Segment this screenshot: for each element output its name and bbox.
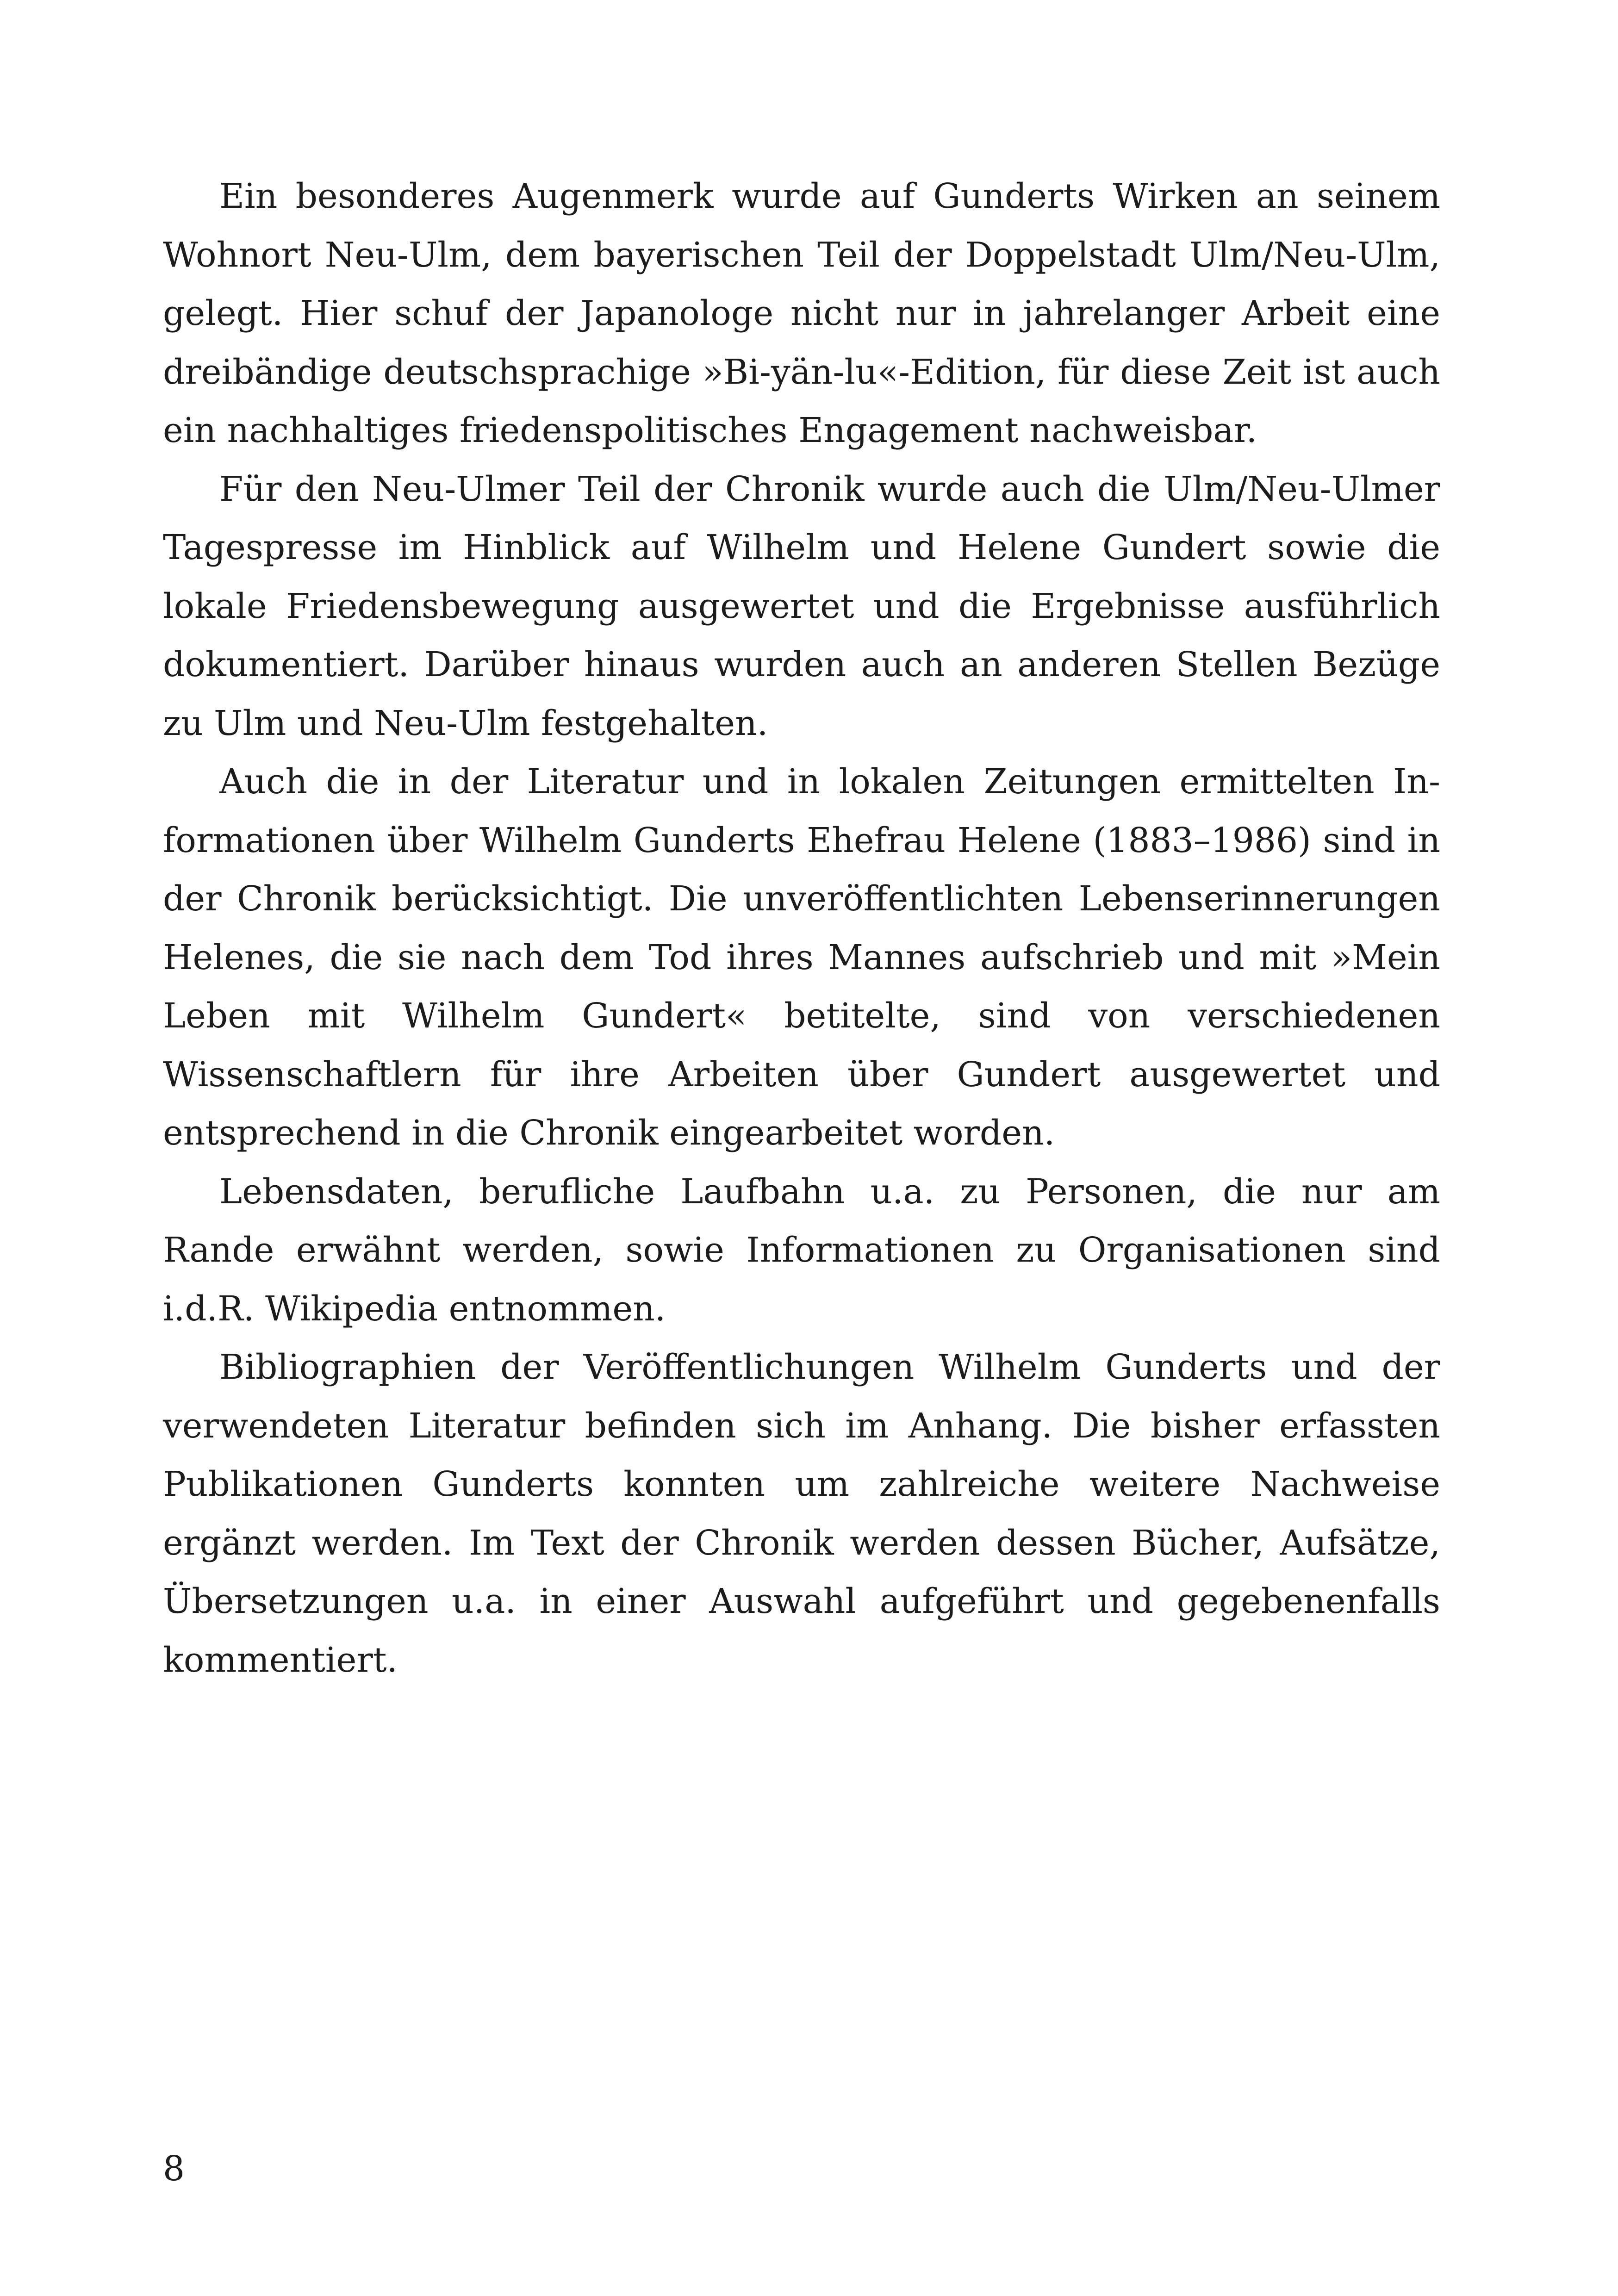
paragraph: Auch die in der Literatur und in lokalen Zeitungen ermittelten Informationen über Wilhelm Gunderts Ehefrau Helene (1883–1986) sind in der Chronik berücksichtigt. Die unveröffentlichten Lebenserinnerungen Helenes, die sie nach dem Tod ihres Mannes aufschrieb und mit »Mein Leben mit Wilhelm Gundert« betitelte, sind von verschiedenen Wissenschaftlern für ihre Arbeiten über Gundert ausgewertet und entsprechend in die Chronik eingearbeitet worden. (163, 762, 1440, 1153)
body-text (163, 167, 1440, 1689)
paragraph: Für den Neu-Ulmer Teil der Chronik wurde auch die Ulm/Neu-Ulmer Tagespresse im Hinblick auf Wilhelm und Helene Gundert sowie die lokale Friedensbewegung ausgewertet und die Ergebnisse ausführlich dokumentiert. Darüber hinaus wurden auch an anderen Stellen Bezüge zu Ulm und Neu-Ulm festgehalten. (163, 469, 1440, 743)
paragraph: Lebensdaten, berufliche Laufbahn u.a. zu Personen, die nur am Rande erwähnt werden, sowie Informationen zu Organisationen sind i.d.R. Wikipedia entnommen. (163, 1171, 1440, 1329)
page-number: 8 (163, 2149, 185, 2189)
paragraph: Bibliographien der Veröffentlichungen Wilhelm Gunderts und der verwendeten Literatur befinden sich im Anhang. Die bisher erfassten Publikationen Gunderts konnten um zahlreiche weitere Nachweise ergänzt werden. Im Text der Chronik werden dessen Bücher, Aufsätze, Übersetzungen u.a. in einer Auswahl aufgeführt und gegebenenfalls kommentiert. (163, 1347, 1440, 1680)
paragraph: Ein besonderes Augenmerk wurde auf Gunderts Wirken an seinem Wohnort Neu-Ulm, dem bayerischen Teil der Doppelstadt Ulm/Neu-Ulm, gelegt. Hier schuf der Japanologe nicht nur in jahrelanger Arbeit eine dreibändige deutschsprachige »Bi-yän-lu«-Edition, für diese Zeit ist auch ein nachhaltiges friedenspolitisches Engagement nachweisbar. (163, 176, 1440, 450)
